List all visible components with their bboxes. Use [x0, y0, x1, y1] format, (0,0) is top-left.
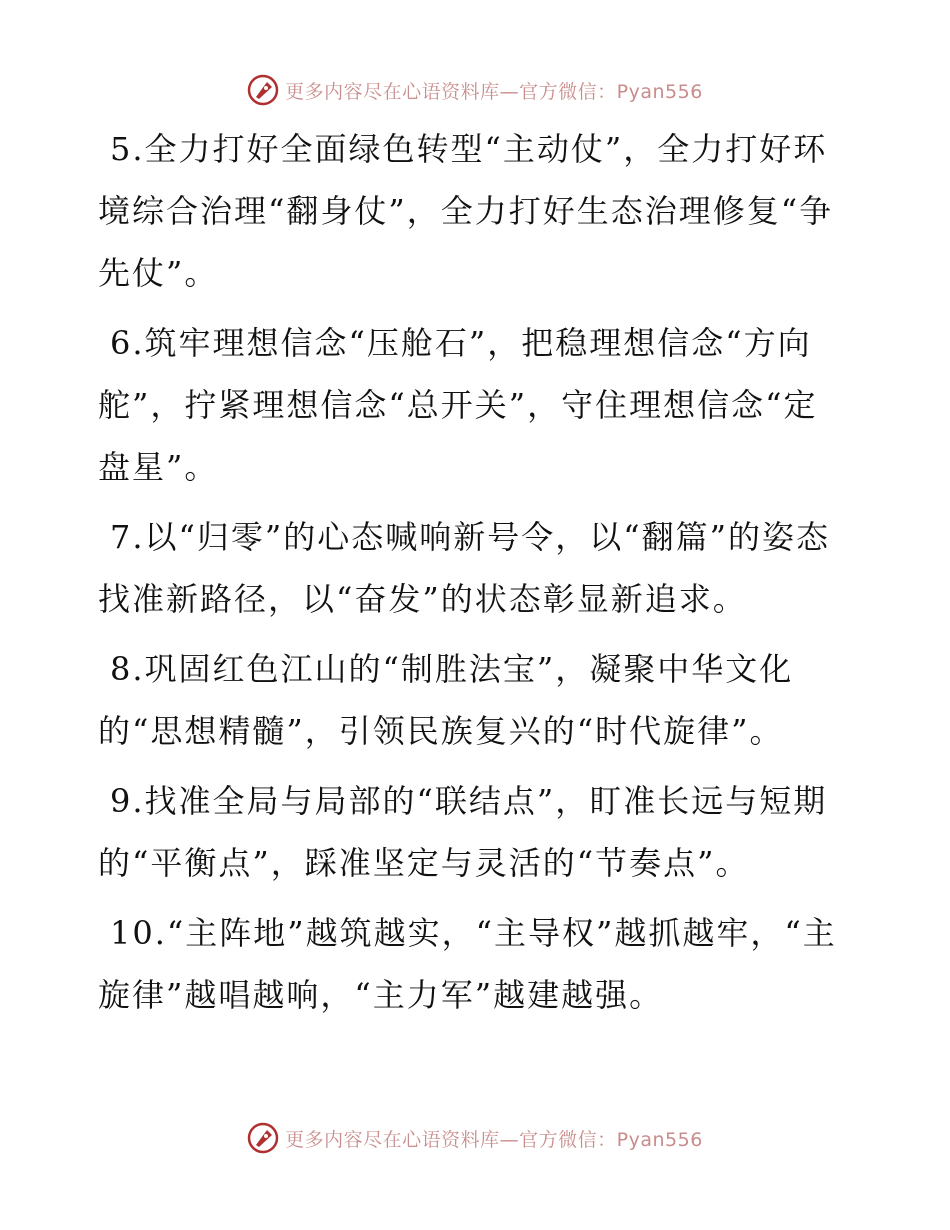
- document-body: [98, 118, 838, 1034]
- header-banner: [0, 70, 950, 110]
- banner-text: 更多内容尽在心语资料库—官方微信：Pyan556: [285, 1128, 703, 1151]
- paragraph-6: 6.筑牢理想信念“压舱石”，把稳理想信念“方向舵”，拧紧理想信念“总开关”，守住理想信念“定盘星”。: [98, 324, 818, 486]
- paragraph-7: 7.以“归零”的心态喊响新号令，以“翻篇”的姿态找准新路径，以“奋发”的状态彰显新追求。: [98, 518, 830, 618]
- pen-nib-logo-icon: [247, 74, 279, 106]
- pen-nib-logo-icon: [247, 1122, 279, 1154]
- paragraph-10: 10.“主阵地”越筑越实，“主导权”越抓越牢，“主旋律”越唱越响，“主力军”越建越强。: [98, 914, 837, 1014]
- footer-banner: [0, 1118, 950, 1158]
- banner-text: 更多内容尽在心语资料库—官方微信：Pyan556: [285, 80, 703, 103]
- paragraph-5: 5.全力打好全面绿色转型“主动仗”，全力打好环境综合治理“翻身仗”，全力打好生态治理修复“争先仗”。: [98, 130, 834, 292]
- paragraph-8: 8.巩固红色江山的“制胜法宝”，凝聚中华文化的“思想精髓”，引领民族复兴的“时代旋律”。: [98, 650, 794, 750]
- paragraph-9: 9.找准全局与局部的“联结点”，盯准长远与短期的“平衡点”，踩准坚定与灵活的“节奏点”。: [98, 782, 828, 882]
